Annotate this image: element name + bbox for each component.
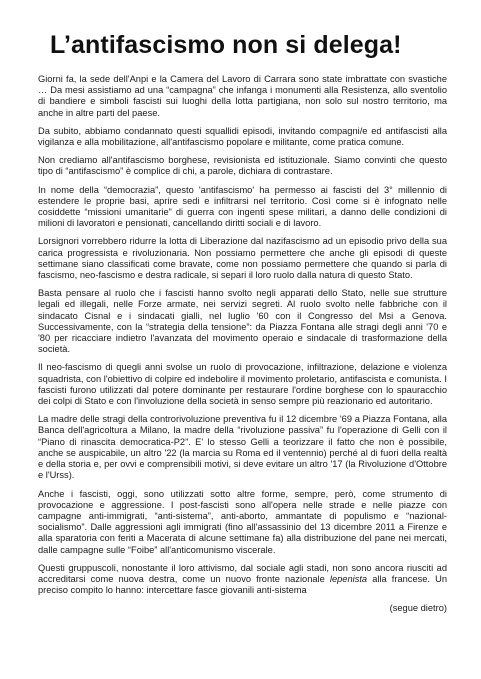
italic-term: lepenista <box>329 573 368 584</box>
paragraph: Non crediamo all'antifascismo borghese, revisionista ed istituzionale. Siamo convinti che questo tipo di “antifascismo” è complice di chi, a parole, dichiara di contrastare. <box>38 155 447 177</box>
paragraph-text: Questi gruppuscoli, nonostante il loro attivismo, dal sociale agli stadi, non sono ancora riusciti ad accreditarsi come nuova destra, come un nuovo fronte nazionale <box>38 562 447 584</box>
paragraph: In nome della “democrazia”, questo 'antifascismo' ha permesso ai fascisti del 3° millennio di estendere le proprie basi, aprire sedi e infiltrarsi nel territorio. Così come si è infognato nelle cosiddette “missioni umanitarie” di guerra con ingenti spese militari, a danno delle condizioni di milioni di lavoratori e pensionati, cancellando diritti sociali e di lavoro. <box>38 184 447 229</box>
paragraph: Da subito, abbiamo condannato questi squallidi episodi, invitando compagni/e ed antifascisti alla vigilanza e alla mobilitazione, all'antifascismo popolare e militante, come pratica comune. <box>38 125 447 148</box>
article-body <box>38 74 447 596</box>
paragraph: Il neo-fascismo di quegli anni svolse un ruolo di provocazione, infiltrazione, delazione e violenza squadrista, con l'obiettivo di colpire ed indebolire il movimento proletario, antifascista e comunista. I fascisti furono utilizzati dal potere dominante per restaurare l'ordine borghese con lo spauracchio dei colpi di Stato e con l'involuzione della società in senso sempre più reazionario ed autoritario. <box>38 362 447 407</box>
continued-note: (segue dietro) <box>389 603 447 614</box>
paragraph: Anche i fascisti, oggi, sono utilizzati sotto altre forme, sempre, però, come strumento di provocazione e aggressione. I post-fascisti sono all'opera nelle strade e nelle piazze con campagne anti-immigrati, “anti-sistema”, anti-aborto, ammantate di populismo e “nazional-socialismo”. Dalle aggressioni agli immigrati (fino all'assassinio del 13 dicembre 2011 a Firenze e alla sparatoria con feriti a Macerata di alcune settimane fa) alla distribuzione del pane nei mercati, dalle campagne sulle “Foibe” all'anticomunismo viscerale. <box>38 488 447 555</box>
paragraph: Lorsignori vorrebbero ridurre la lotta di Liberazione dal nazifascismo ad un episodio privo della sua carica progressista e rivoluzionaria. Non possiamo permettere che anche gli episodi di queste settimane siano classificati come bravate, come non possiamo permettere che quando si parla di fascismo, neo-fascismo e destra radicale, si separi il loro ruolo dalla natura di questo Stato. <box>38 236 447 281</box>
paragraph-last <box>38 563 447 597</box>
paragraph: Giorni fa, la sede dell'Anpi e la Camera del Lavoro di Carrara sono state imbrattate con svastiche … Da mesi assistiamo ad una “campagna” che infanga i monumenti alla Resistenza, allo sventolio di bandiere e simboli fascisti sui luoghi della lotta partigiana, non solo sul nostro territorio, ma anche in altre parti del paese. <box>38 74 447 118</box>
paragraph: La madre delle stragi della controrivoluzione preventiva fu il 12 dicembre '69 a Piazza Fontana, alla Banca dell'agricoltura a Milano, la madre della “rivoluzione passiva” fu l'operazione di Gelli con il “Piano di rinascita democratica-P2”. E' lo stesso Gelli a teorizzare il fatto che non è possibile, anche se auspicabile, un altro '22 (la marcia su Roma ed il ventennio) perché al di fuori della realtà e della storia e, per ovvi e comprensibili motivi, si deve evitare un altro '17 (la Rivoluzione d'Ottobre e l'Urss). <box>38 414 447 481</box>
page-title: L’antifascismo non si delega! <box>50 31 402 59</box>
paragraph: Basta pensare al ruolo che i fascisti hanno svolto negli apparati dello Stato, nelle sue strutture legali ed illegali, nelle Forze armate, nei servizi segreti. Al ruolo svolto nelle fabbriche con il sindacato Cisnal e i sindacati gialli, nel luglio '60 con il Congresso del Msi a Genova. Successivamente, con la “strategia della tensione”: da Piazza Fontana alle stragi degli anni '70 e '80 per ricacciare indietro l'avanzata del movimento operaio e sindacale di trasformazione della società. <box>38 288 447 355</box>
paragraph-text: alla francese. Un preciso compito lo hanno: intercettare fasce giovanili anti-sistema <box>38 573 447 596</box>
